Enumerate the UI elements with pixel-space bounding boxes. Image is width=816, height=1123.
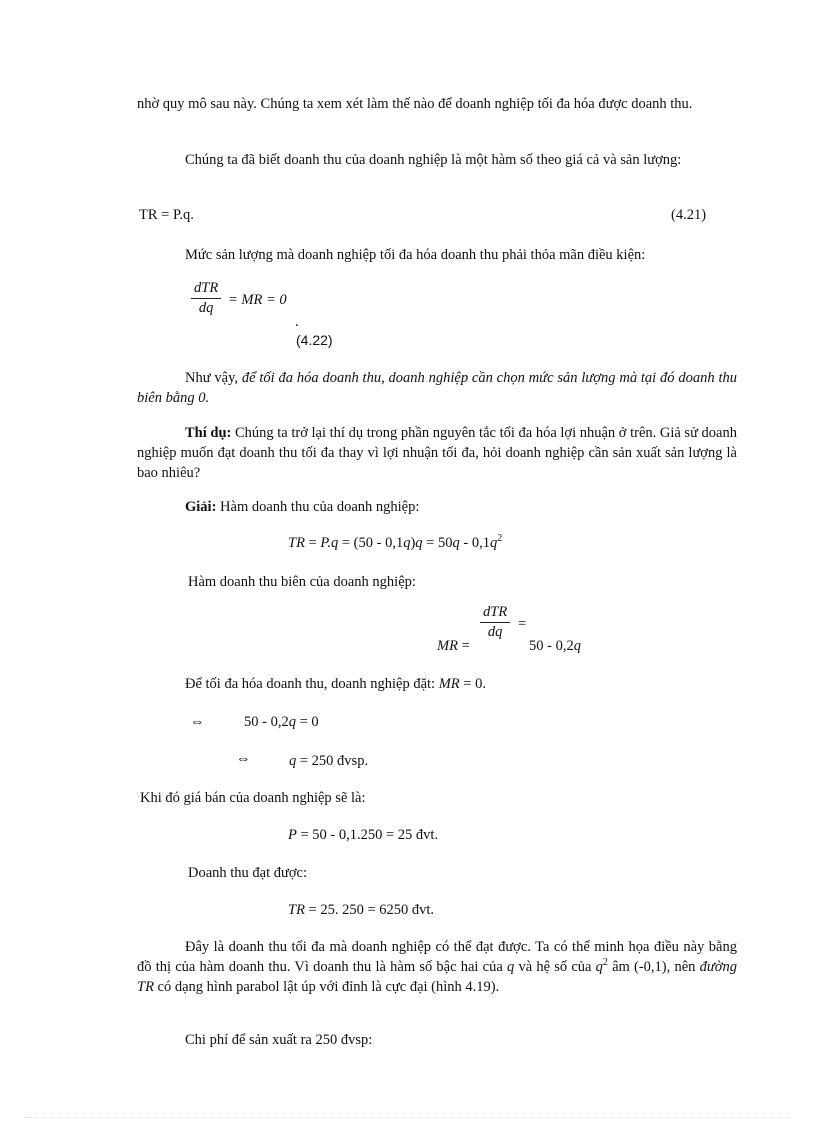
- p6-c: âm (-0,1), nên: [607, 959, 700, 975]
- set-mr-text: Để tối đa hóa doanh thu, doanh nghiệp đặt:: [185, 676, 439, 692]
- paragraph-conclusion: [137, 368, 737, 408]
- eq-tr-q3: q: [452, 535, 460, 551]
- equation-number-4-21: (4.21): [671, 207, 707, 223]
- equation-number-4-22: (4.22): [296, 332, 333, 348]
- equation-4-21: TR = P.q.: [139, 207, 194, 223]
- fraction-denominator: dq: [198, 300, 214, 316]
- step2-var: q: [289, 753, 297, 769]
- fraction-mr-denominator: dq: [487, 624, 503, 640]
- step2-expression: [289, 751, 368, 771]
- page-bottom-rule: [24, 1117, 792, 1118]
- solution-label: Giải:: [185, 499, 217, 515]
- price-intro: Khi đó giá bán của doanh nghiệp sẽ là:: [140, 790, 366, 806]
- example-text: Chúng ta trở lại thí dụ trong phần nguyên tắc tối đa hóa lợi nhuận ở trên. Giả sử doanh nghiệp muốn đạt doanh thu tối đa thay vì lợi nhuận tối đa, hỏi doanh nghiệp cần sản xuất sản lượng là bao nhiêu?: [137, 425, 737, 481]
- p6-d: có dạng hình parabol lật úp với đỉnh là cực đại (hình 4.19).: [153, 979, 500, 995]
- fraction-mr-numerator: dTR: [483, 604, 508, 620]
- p6-q2: q: [595, 959, 603, 975]
- equation-4-22-dot: .: [295, 314, 299, 330]
- eq-rev-var: TR: [288, 902, 305, 918]
- step1-symbol: ⇔: [190, 714, 205, 730]
- eq-tr-coef: - 0,1: [459, 535, 490, 551]
- solution-line: [185, 497, 419, 517]
- fraction-bar: [191, 298, 221, 299]
- eq-rev-tail: = 25. 250 = 6250 đvt.: [304, 902, 435, 918]
- equation-mr-rhs: [529, 636, 581, 656]
- set-mr-line: [185, 674, 486, 694]
- paragraph-example: [137, 423, 737, 483]
- p6-italic: đường TR: [137, 959, 738, 995]
- conclusion-lead: Như vậy,: [185, 370, 242, 386]
- fraction-mr-bar: [480, 622, 510, 623]
- eq-mr-rhs-text: 50 - 0,2: [529, 638, 574, 654]
- eq-mr-var: MR: [437, 638, 458, 654]
- equation-revenue: [288, 533, 502, 553]
- paragraph-intro: nhờ quy mô sau này. Chúng ta xem xét làm thế nào để doanh nghiệp tối đa hóa được doanh thu.: [137, 96, 693, 112]
- p6-exponent: 2: [602, 957, 608, 969]
- cost-intro: Chi phí để sản xuất ra 250 đvsp:: [185, 1032, 373, 1048]
- eq-tr-q4: q: [489, 535, 498, 551]
- equation-4-22-rhs: = MR = 0: [228, 292, 287, 308]
- eq-tr-eq: =: [304, 535, 321, 551]
- eq-p-var: P: [288, 827, 297, 843]
- eq-p-tail: = 50 - 0,1.250 = 25 đvt.: [296, 827, 439, 843]
- marginal-revenue-intro: Hàm doanh thu biên của doanh nghiệp:: [188, 574, 416, 590]
- eq-tr-exponent: 2: [497, 533, 503, 545]
- fraction-mr: [480, 604, 510, 641]
- fraction-dtr-dq: [191, 280, 221, 317]
- equation-revenue-value: [288, 900, 434, 920]
- eq-tr-q1: q: [403, 535, 411, 551]
- eq-mr-rhs-var: q: [573, 638, 581, 654]
- fraction-numerator: dTR: [194, 280, 219, 296]
- eq-tr-q2: q: [415, 535, 423, 551]
- p6-b: và hệ số của: [514, 959, 596, 975]
- eq-tr-close: ): [410, 535, 416, 551]
- conclusion-italic: để tối đa hóa doanh thu, doanh nghiệp cần chọn mức sản lượng mà tại đó doanh thu biên bằng 0.: [137, 370, 737, 406]
- equation-price: [288, 825, 438, 845]
- eq-tr-50: = 50: [422, 535, 453, 551]
- equation-mr-lhs: [437, 636, 470, 656]
- set-mr-tail: = 0.: [459, 676, 486, 692]
- p6-q1: q: [507, 959, 515, 975]
- step1-expr: 50 - 0,2: [244, 714, 289, 730]
- example-label: Thí dụ:: [185, 425, 232, 441]
- solution-text: Hàm doanh thu của doanh nghiệp:: [216, 499, 420, 515]
- eq-tr-paren: = (50 - 0,1: [338, 535, 404, 551]
- revenue-intro: Doanh thu đạt được:: [188, 865, 308, 881]
- step2-symbol: ⇔: [236, 751, 251, 767]
- step1-var: q: [288, 714, 296, 730]
- equation-mr-equals: =: [518, 616, 527, 632]
- eq-mr-eq: =: [457, 638, 470, 654]
- step1-tail: = 0: [295, 714, 319, 730]
- eq-tr-var: TR: [288, 535, 305, 551]
- step2-tail: = 250 đvsp.: [296, 753, 369, 769]
- eq-tr-pq: P.q: [320, 535, 339, 551]
- step1-expression: [244, 712, 319, 732]
- paragraph-revenue-function: Chúng ta đã biết doanh thu của doanh nghiệp là một hàm số theo giá cả và sản lượng:: [185, 152, 682, 168]
- p6-a: Đây là doanh thu tối đa mà doanh nghiệp có thể đạt được. Ta có thể minh họa điều này bằng đồ thị của hàm doanh thu. Vì doanh thu là hàm số bậc hai của: [137, 939, 737, 975]
- paragraph-condition: Mức sản lượng mà doanh nghiệp tối đa hóa doanh thu phải thỏa mãn điều kiện:: [185, 247, 646, 263]
- paragraph-illustration: [137, 937, 737, 997]
- set-mr-var: MR: [438, 676, 460, 692]
